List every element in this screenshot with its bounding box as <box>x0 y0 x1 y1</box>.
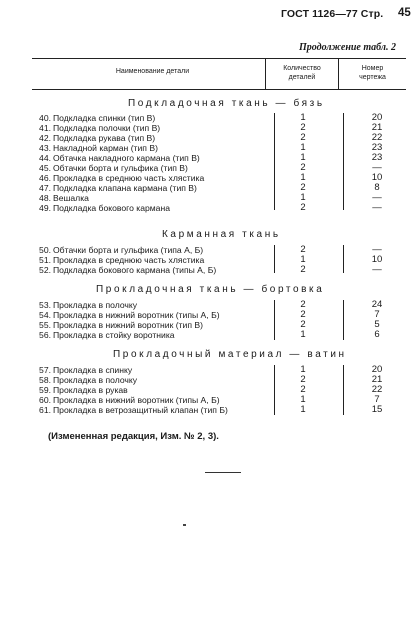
row-drawing: — <box>372 192 382 203</box>
row-quantity: 2 <box>300 244 306 255</box>
row-drawing: 20 <box>371 112 383 123</box>
row-quantity: 2 <box>300 122 306 133</box>
row-number: 41. <box>39 123 51 133</box>
row-number: 43. <box>39 143 51 153</box>
column-header-qty-line2: деталей <box>288 74 316 81</box>
table-row <box>0 245 419 255</box>
row-number: 40. <box>39 113 51 123</box>
table-row <box>0 375 419 385</box>
table-row <box>0 255 419 265</box>
row-quantity: 1 <box>300 142 306 153</box>
row-drawing: 22 <box>371 384 383 395</box>
row-quantity: 2 <box>300 182 306 193</box>
row-quantity: 1 <box>300 192 306 203</box>
section-title: Прокладочный материал — ватин <box>113 349 347 360</box>
table-row <box>0 183 419 193</box>
row-drawing: 6 <box>374 329 380 340</box>
row-name: Обтачки борта и гульфика (тип В) <box>53 163 188 173</box>
row-name: Подкладка рукава (тип В) <box>53 133 156 143</box>
row-number: 44. <box>39 153 51 163</box>
row-number: 53. <box>39 300 51 310</box>
column-header-qty-line1: Количество <box>283 65 321 72</box>
row-name: Прокладка в стойку воротника <box>53 330 175 340</box>
column-header-drawing <box>339 64 406 82</box>
row-quantity: 2 <box>300 374 306 385</box>
row-name: Прокладка в нижний воротник (типы А, Б) <box>53 310 220 320</box>
row-drawing: 23 <box>371 152 383 163</box>
row-drawing: 20 <box>371 364 383 375</box>
row-drawing: 8 <box>374 182 380 193</box>
column-header-drawing-line2: чертежа <box>359 74 386 81</box>
row-name: Прокладка в среднюю часть хлястика <box>53 173 205 183</box>
row-quantity: 1 <box>300 172 306 183</box>
table-row <box>0 173 419 183</box>
row-drawing: 21 <box>371 374 383 385</box>
row-drawing: 23 <box>371 142 383 153</box>
row-drawing: 7 <box>374 394 380 405</box>
page-number: 45 <box>398 7 411 19</box>
row-quantity: 2 <box>300 132 306 143</box>
row-drawing: 22 <box>371 132 383 143</box>
row-number: 54. <box>39 310 51 320</box>
row-name: Прокладка в нижний воротник (типы А, Б) <box>53 395 220 405</box>
row-number: 46. <box>39 173 51 183</box>
row-name: Подкладка спинки (тип В) <box>53 113 156 123</box>
row-quantity: 1 <box>300 364 306 375</box>
amendment-note: (Измененная редакция, Изм. № 2, 3). <box>48 431 219 442</box>
row-drawing: — <box>372 162 382 173</box>
table-row <box>0 405 419 415</box>
table-header-rule <box>32 89 406 90</box>
row-number: 55. <box>39 320 51 330</box>
row-quantity: 1 <box>300 394 306 405</box>
row-name: Подкладка бокового кармана (типы А, Б) <box>53 265 217 275</box>
row-name: Подкладка бокового кармана <box>53 203 170 213</box>
row-name: Прокладка в среднюю часть хлястика <box>53 255 205 265</box>
table-row <box>0 265 419 275</box>
row-number: 52. <box>39 265 51 275</box>
table-row <box>0 123 419 133</box>
table-top-rule <box>32 58 406 59</box>
table-row <box>0 143 419 153</box>
row-quantity: 2 <box>300 309 306 320</box>
row-number: 47. <box>39 183 51 193</box>
table-row <box>0 300 419 310</box>
table-row <box>0 365 419 375</box>
row-quantity: 2 <box>300 202 306 213</box>
table-row <box>0 395 419 405</box>
row-quantity: 2 <box>300 384 306 395</box>
row-name: Подкладка клапана кармана (тип В) <box>53 183 197 193</box>
row-quantity: 2 <box>300 162 306 173</box>
row-name: Прокладка в ветрозащитный клапан (тип Б) <box>53 405 228 415</box>
table-continuation-label: Продолжение табл. 2 <box>299 42 397 53</box>
row-number: 45. <box>39 163 51 173</box>
table-row <box>0 113 419 123</box>
row-drawing: 5 <box>374 319 380 330</box>
print-speck <box>183 524 186 526</box>
row-drawing: 24 <box>371 299 383 310</box>
row-name: Прокладка в нижний воротник (тип В) <box>53 320 203 330</box>
row-drawing: 10 <box>371 254 383 265</box>
row-quantity: 2 <box>300 299 306 310</box>
row-number: 56. <box>39 330 51 340</box>
row-drawing: 15 <box>371 404 383 415</box>
table-row <box>0 320 419 330</box>
row-number: 49. <box>39 203 51 213</box>
row-name: Прокладка в рукав <box>53 385 128 395</box>
section-title: Подкладочная ткань — бязь <box>128 98 325 109</box>
row-number: 61. <box>39 405 51 415</box>
row-quantity: 1 <box>300 404 306 415</box>
row-name: Подкладка полочки (тип В) <box>53 123 161 133</box>
row-quantity: 2 <box>300 319 306 330</box>
row-drawing: — <box>372 244 382 255</box>
row-quantity: 1 <box>300 112 306 123</box>
standard-header: ГОСТ 1126—77 Стр. <box>281 8 384 20</box>
table-row <box>0 153 419 163</box>
row-drawing: 21 <box>371 122 383 133</box>
row-quantity: 1 <box>300 152 306 163</box>
table-row <box>0 310 419 320</box>
row-number: 60. <box>39 395 51 405</box>
section-title: Прокладочная ткань — бортовка <box>96 284 325 295</box>
row-name: Прокладка в полочку <box>53 300 138 310</box>
table-row <box>0 133 419 143</box>
row-drawing: 7 <box>374 309 380 320</box>
row-name: Прокладка в спинку <box>53 365 133 375</box>
row-name: Накладной карман (тип В) <box>53 143 158 153</box>
section-title: Карманная ткань <box>162 229 281 240</box>
column-header-drawing-line1: Номер <box>361 65 384 72</box>
row-drawing: — <box>372 202 382 213</box>
table-row <box>0 330 419 340</box>
row-number: 58. <box>39 375 51 385</box>
row-number: 42. <box>39 133 51 143</box>
row-quantity: 2 <box>300 264 306 275</box>
table-row <box>0 385 419 395</box>
row-number: 50. <box>39 245 51 255</box>
row-name: Обтачка накладного кармана (тип В) <box>53 153 200 163</box>
row-drawing: 10 <box>371 172 383 183</box>
row-number: 59. <box>39 385 51 395</box>
row-quantity: 1 <box>300 254 306 265</box>
table-row <box>0 163 419 173</box>
row-drawing: — <box>372 264 382 275</box>
table-row <box>0 203 419 213</box>
column-header-qty <box>266 64 338 82</box>
end-rule <box>205 472 241 473</box>
table-row <box>0 193 419 203</box>
row-number: 51. <box>39 255 51 265</box>
row-name: Прокладка в полочку <box>53 375 138 385</box>
row-name: Обтачки борта и гульфика (типа А, Б) <box>53 245 204 255</box>
column-header-name: Наименование детали <box>115 68 190 75</box>
row-quantity: 1 <box>300 329 306 340</box>
row-number: 57. <box>39 365 51 375</box>
row-number: 48. <box>39 193 51 203</box>
row-name: Вешалка <box>53 193 89 203</box>
